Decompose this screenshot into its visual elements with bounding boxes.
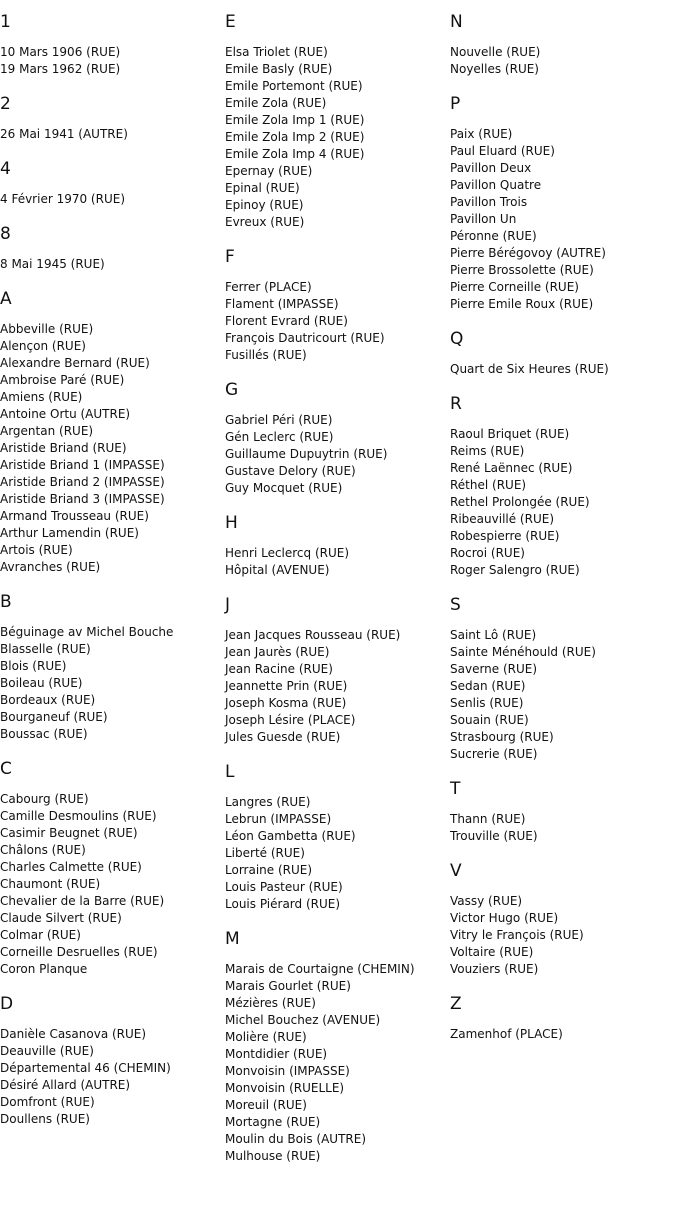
street-item: Châlons (RUE): [0, 843, 86, 857]
street-item: Boileau (RUE): [0, 676, 83, 690]
street-item: Henri Leclercq (RUE): [225, 546, 350, 560]
street-item: Nouvelle (RUE): [450, 45, 541, 59]
street-item: François Dautricourt (RUE): [225, 331, 385, 345]
street-item: Gén Leclerc (RUE): [225, 430, 334, 444]
street-item: Florent Evrard (RUE): [225, 314, 348, 328]
section-letter-heading: 2: [0, 94, 11, 114]
section-letter-heading: Q: [450, 329, 464, 349]
letter-section: [225, 595, 450, 746]
letter-section: [0, 224, 225, 273]
street-item: Béguinage av Michel Bouche: [0, 625, 174, 639]
section-letter-heading: A: [0, 289, 12, 309]
street-item: Pavillon Un: [450, 212, 517, 226]
street-item: Jeannette Prin (RUE): [225, 679, 348, 693]
section-letter-heading: V: [450, 861, 462, 881]
street-list: [225, 961, 450, 1165]
street-item: Mulhouse (RUE): [225, 1149, 321, 1163]
street-item: Pierre Brossolette (RUE): [450, 263, 594, 277]
street-item: Antoine Ortu (AUTRE): [0, 407, 131, 421]
street-item: Blois (RUE): [0, 659, 67, 673]
letter-section: [0, 289, 225, 576]
street-item: Trouville (RUE): [450, 829, 538, 843]
street-list: [0, 791, 225, 978]
street-item: Armand Trousseau (RUE): [0, 509, 149, 523]
letter-section: [225, 247, 450, 364]
street-item: Pavillon Quatre: [450, 178, 542, 192]
street-item: Voltaire (RUE): [450, 945, 534, 959]
street-item: Bordeaux (RUE): [0, 693, 96, 707]
street-list: [0, 191, 225, 208]
street-item: Emile Basly (RUE): [225, 62, 333, 76]
street-item: Fusillés (RUE): [225, 348, 307, 362]
section-letter-heading: E: [225, 12, 236, 32]
section-letter-heading: S: [450, 595, 461, 615]
street-item: Zamenhof (PLACE): [450, 1027, 563, 1041]
street-list: [0, 256, 225, 273]
section-letter-heading: 4: [0, 159, 11, 179]
street-item: Coron Planque: [0, 962, 88, 976]
street-item: Jean Jacques Rousseau (RUE): [225, 628, 401, 642]
letter-section: [0, 12, 225, 78]
letter-section: [0, 94, 225, 143]
street-item: Mézières (RUE): [225, 996, 316, 1010]
section-letter-heading: G: [225, 380, 239, 400]
street-item: Léon Gambetta (RUE): [225, 829, 356, 843]
street-item: Blasselle (RUE): [0, 642, 91, 656]
street-item: Souain (RUE): [450, 713, 529, 727]
letter-section: [450, 595, 675, 763]
street-item: Joseph Kosma (RUE): [225, 696, 347, 710]
street-item: Abbeville (RUE): [0, 322, 94, 336]
street-item: Colmar (RUE): [0, 928, 81, 942]
street-item: Pierre Corneille (RUE): [450, 280, 579, 294]
letter-section: [225, 380, 450, 497]
letter-section: [225, 513, 450, 579]
street-list: [225, 412, 450, 497]
street-item: Saint Lô (RUE): [450, 628, 537, 642]
street-list: [225, 279, 450, 364]
street-item: Evreux (RUE): [225, 215, 305, 229]
street-item: 10 Mars 1906 (RUE): [0, 45, 121, 59]
street-item: Gabriel Péri (RUE): [225, 413, 333, 427]
street-item: Arthur Lamendin (RUE): [0, 526, 139, 540]
street-list: [450, 44, 675, 78]
section-letter-heading: R: [450, 394, 462, 414]
street-item: Epernay (RUE): [225, 164, 313, 178]
letter-section: [0, 759, 225, 978]
street-item: Flament (IMPASSE): [225, 297, 339, 311]
letter-section: [225, 762, 450, 913]
street-item: Victor Hugo (RUE): [450, 911, 559, 925]
street-item: 26 Mai 1941 (AUTRE): [0, 127, 128, 141]
street-item: Départemental 46 (CHEMIN): [0, 1061, 171, 1075]
street-list: [225, 44, 450, 231]
street-list: [450, 426, 675, 579]
street-item: Gustave Delory (RUE): [225, 464, 356, 478]
street-item: Monvoisin (IMPASSE): [225, 1064, 350, 1078]
street-item: Moulin du Bois (AUTRE): [225, 1132, 367, 1146]
section-letter-heading: M: [225, 929, 240, 949]
street-item: Aristide Briand (RUE): [0, 441, 127, 455]
street-item: Alençon (RUE): [0, 339, 86, 353]
street-item: Jean Racine (RUE): [225, 662, 333, 676]
street-list: [225, 794, 450, 913]
street-item: Chaumont (RUE): [0, 877, 101, 891]
street-list: [0, 44, 225, 78]
column-1: [0, 0, 225, 1144]
street-list: [450, 627, 675, 763]
section-letter-heading: T: [450, 779, 461, 799]
street-item: Epinoy (RUE): [225, 198, 304, 212]
street-item: Corneille Desruelles (RUE): [0, 945, 158, 959]
letter-section: [450, 394, 675, 579]
street-item: Mortagne (RUE): [225, 1115, 321, 1129]
street-item: Elsa Triolet (RUE): [225, 45, 328, 59]
street-item: Louis Piérard (RUE): [225, 897, 341, 911]
street-list: [225, 545, 450, 579]
street-item: Marais Gourlet (RUE): [225, 979, 351, 993]
street-item: Réthel (RUE): [450, 478, 527, 492]
section-letter-heading: 8: [0, 224, 11, 244]
street-item: Rethel Prolongée (RUE): [450, 495, 590, 509]
street-item: Aristide Briand 2 (IMPASSE): [0, 475, 165, 489]
section-letter-heading: C: [0, 759, 12, 779]
letter-section: [450, 94, 675, 313]
street-item: Chevalier de la Barre (RUE): [0, 894, 165, 908]
street-item: Roger Salengro (RUE): [450, 563, 580, 577]
street-item: Pierre Emile Roux (RUE): [450, 297, 594, 311]
street-item: Casimir Beugnet (RUE): [0, 826, 138, 840]
section-letter-heading: J: [225, 595, 231, 615]
street-list: [0, 1026, 225, 1128]
section-letter-heading: Z: [450, 994, 462, 1014]
street-list: [0, 624, 225, 743]
street-item: Guillaume Dupuytrin (RUE): [225, 447, 388, 461]
street-item: Vouziers (RUE): [450, 962, 539, 976]
street-item: Pavillon Deux: [450, 161, 532, 175]
street-item: Liberté (RUE): [225, 846, 305, 860]
street-item: Saverne (RUE): [450, 662, 538, 676]
street-item: Moreuil (RUE): [225, 1098, 307, 1112]
street-item: Ferrer (PLACE): [225, 280, 312, 294]
letter-section: [450, 329, 675, 378]
letter-section: [450, 861, 675, 978]
street-list: [450, 361, 675, 378]
street-item: Robespierre (RUE): [450, 529, 560, 543]
street-item: Emile Zola Imp 2 (RUE): [225, 130, 365, 144]
letter-section: [450, 779, 675, 845]
street-list: [450, 811, 675, 845]
street-item: Epinal (RUE): [225, 181, 300, 195]
street-item: Quart de Six Heures (RUE): [450, 362, 609, 376]
street-item: Vassy (RUE): [450, 894, 523, 908]
street-item: Michel Bouchez (AVENUE): [225, 1013, 381, 1027]
street-item: 8 Mai 1945 (RUE): [0, 257, 105, 271]
section-letter-heading: P: [450, 94, 461, 114]
street-item: Charles Calmette (RUE): [0, 860, 142, 874]
street-item: Hôpital (AVENUE): [225, 563, 330, 577]
column-2: [225, 0, 450, 1181]
letter-section: [0, 159, 225, 208]
street-item: Sucrerie (RUE): [450, 747, 538, 761]
letter-section: [450, 12, 675, 78]
street-item: Artois (RUE): [0, 543, 73, 557]
section-letter-heading: N: [450, 12, 463, 32]
street-item: Jules Guesde (RUE): [225, 730, 341, 744]
street-item: Aristide Briand 1 (IMPASSE): [0, 458, 165, 472]
section-letter-heading: L: [225, 762, 235, 782]
street-item: Emile Zola (RUE): [225, 96, 327, 110]
section-letter-heading: F: [225, 247, 235, 267]
street-item: Noyelles (RUE): [450, 62, 539, 76]
street-item: Argentan (RUE): [0, 424, 94, 438]
letter-section: [0, 592, 225, 743]
street-item: Monvoisin (RUELLE): [225, 1081, 345, 1095]
street-item: Ambroise Paré (RUE): [0, 373, 125, 387]
section-letter-heading: 1: [0, 12, 11, 32]
street-item: René Laënnec (RUE): [450, 461, 573, 475]
street-item: Paul Eluard (RUE): [450, 144, 555, 158]
street-item: Alexandre Bernard (RUE): [0, 356, 150, 370]
street-item: Claude Silvert (RUE): [0, 911, 122, 925]
street-item: Joseph Lésire (PLACE): [225, 713, 356, 727]
street-item: Marais de Courtaigne (CHEMIN): [225, 962, 415, 976]
street-item: Boussac (RUE): [0, 727, 88, 741]
street-item: Paix (RUE): [450, 127, 513, 141]
street-item: Montdidier (RUE): [225, 1047, 328, 1061]
section-letter-heading: H: [225, 513, 238, 533]
street-item: Avranches (RUE): [0, 560, 101, 574]
street-item: Cabourg (RUE): [0, 792, 89, 806]
street-item: Raoul Briquet (RUE): [450, 427, 570, 441]
street-item: Bourganeuf (RUE): [0, 710, 108, 724]
street-item: Langres (RUE): [225, 795, 311, 809]
street-item: Strasbourg (RUE): [450, 730, 554, 744]
street-item: Amiens (RUE): [0, 390, 83, 404]
letter-section: [225, 12, 450, 231]
section-letter-heading: D: [0, 994, 14, 1014]
street-item: Ribeauvillé (RUE): [450, 512, 554, 526]
street-item: Lorraine (RUE): [225, 863, 313, 877]
street-item: Louis Pasteur (RUE): [225, 880, 343, 894]
section-letter-heading: B: [0, 592, 12, 612]
street-item: Domfront (RUE): [0, 1095, 95, 1109]
street-item: Vitry le François (RUE): [450, 928, 584, 942]
street-item: Pavillon Trois: [450, 195, 528, 209]
street-item: Senlis (RUE): [450, 696, 524, 710]
street-list: [0, 321, 225, 576]
street-item: 4 Février 1970 (RUE): [0, 192, 125, 206]
street-item: Péronne (RUE): [450, 229, 537, 243]
street-list: [0, 126, 225, 143]
street-item: Danièle Casanova (RUE): [0, 1027, 147, 1041]
street-item: Aristide Briand 3 (IMPASSE): [0, 492, 165, 506]
street-item: Rocroi (RUE): [450, 546, 525, 560]
street-list: [450, 893, 675, 978]
street-item: Jean Jaurès (RUE): [225, 645, 330, 659]
street-item: 19 Mars 1962 (RUE): [0, 62, 121, 76]
street-item: Deauville (RUE): [0, 1044, 94, 1058]
street-item: Sedan (RUE): [450, 679, 526, 693]
street-item: Reims (RUE): [450, 444, 525, 458]
street-item: Emile Zola Imp 1 (RUE): [225, 113, 365, 127]
letter-section: [450, 994, 675, 1043]
street-item: Camille Desmoulins (RUE): [0, 809, 157, 823]
street-item: Guy Mocquet (RUE): [225, 481, 343, 495]
letter-section: [225, 929, 450, 1165]
street-list: [225, 627, 450, 746]
street-item: Thann (RUE): [450, 812, 526, 826]
street-item: Emile Zola Imp 4 (RUE): [225, 147, 365, 161]
street-item: Désiré Allard (AUTRE): [0, 1078, 131, 1092]
street-item: Lebrun (IMPASSE): [225, 812, 332, 826]
street-item: Emile Portemont (RUE): [225, 79, 363, 93]
street-item: Sainte Ménéhould (RUE): [450, 645, 596, 659]
street-item: Molière (RUE): [225, 1030, 307, 1044]
street-item: Pierre Bérégovoy (AUTRE): [450, 246, 606, 260]
street-list: [450, 1026, 675, 1043]
street-item: Doullens (RUE): [0, 1112, 90, 1126]
column-3: [450, 0, 675, 1059]
street-list: [450, 126, 675, 313]
letter-section: [0, 994, 225, 1128]
